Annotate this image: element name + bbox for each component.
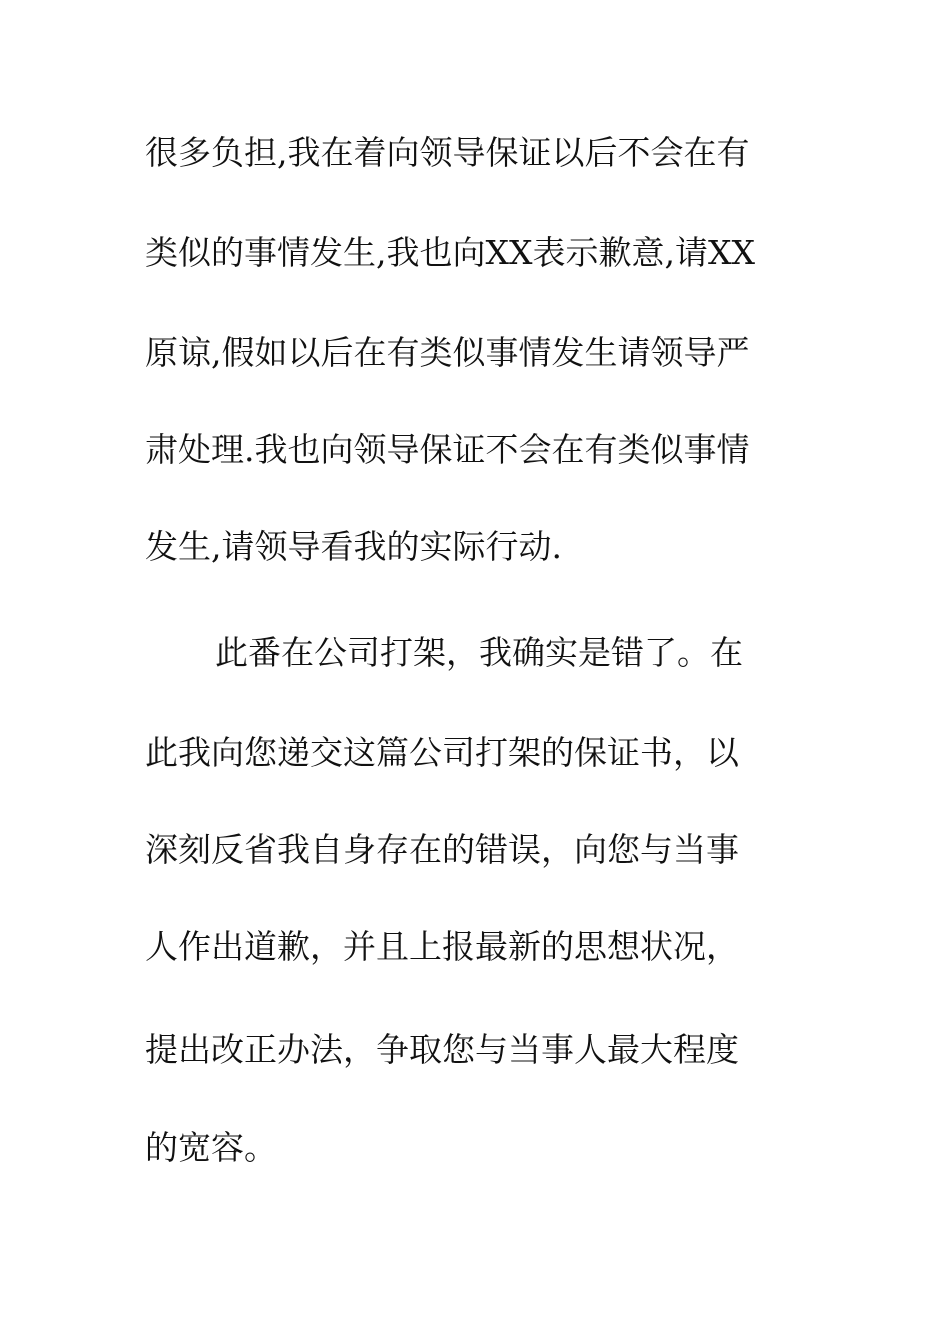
text-line: 的宽容。	[145, 1128, 277, 1167]
text-line: 深刻反省我自身存在的错误，向您与当事	[145, 830, 739, 869]
text-line: 人作出道歉，并且上报最新的思想状况，	[145, 927, 739, 966]
text-line: 肃处理.我也向领导保证不会在有类似事情	[145, 430, 750, 469]
text-line: 类似的事情发生,我也向XX表示歉意,请XX	[145, 233, 755, 272]
text-line: 此我向您递交这篇公司打架的保证书，以	[145, 733, 739, 772]
text-line: 此番在公司打架，我确实是错了。在	[215, 633, 743, 672]
text-line: 提出改正办法，争取您与当事人最大程度	[145, 1030, 739, 1069]
text-line: 很多负担,我在着向领导保证以后不会在有	[145, 133, 750, 172]
text-line: 发生,请领导看我的实际行动.	[145, 527, 562, 566]
text-line: 原谅,假如以后在有类似事情发生请领导严	[145, 333, 750, 372]
